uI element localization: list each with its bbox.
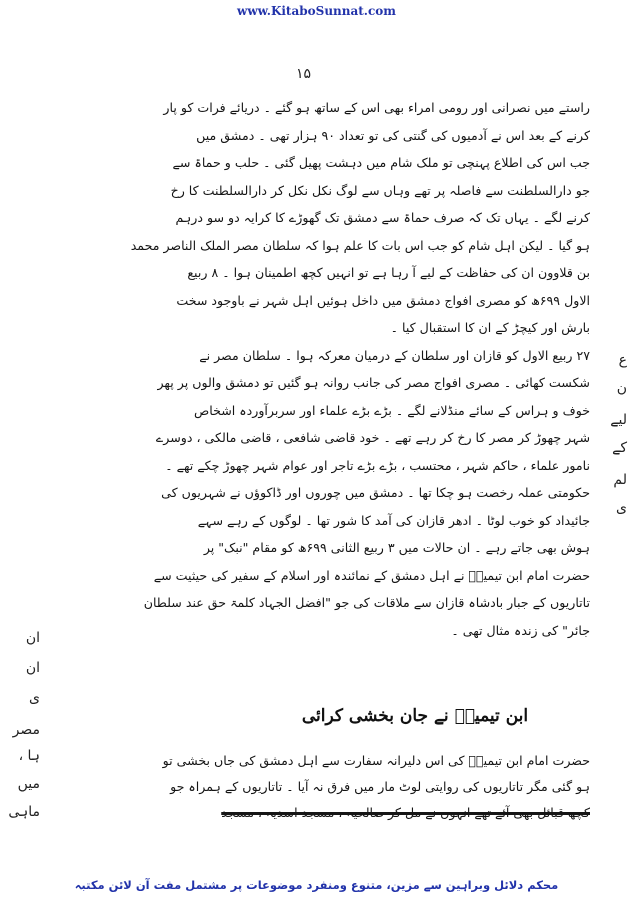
text-line: بارش اور کیچڑ کے ان کا استقبال کیا ۔: [390, 320, 590, 335]
margin-fragment: ی: [29, 690, 40, 706]
text-line: جائر" کی زندہ مثال تھی ۔: [451, 622, 590, 638]
footer-tagline: محکم دلائل وبراہین سے مزین، متنوع ومنفرد موضوعات پر مشتمل مفت آن لائن مکتبہ: [74, 878, 559, 892]
margin-fragment: لیے: [610, 412, 627, 428]
margin-fragment: ان: [25, 660, 40, 676]
text-line: حکومتی عملہ رخصت ہو چکا تھا ۔ دمشق میں چوروں اور ڈاکوؤں نے شہریوں کی: [161, 485, 590, 500]
source-url: www.KitaboSunnat.com: [236, 4, 396, 18]
text-line-struck: کچھ قبائل بھی آئے تھے انہوں نے مل کر صالحیہ ، مسجد اسدیہ ، مسجد: [221, 805, 590, 820]
text-line: راستے میں نصرانی اور رومی امراء بھی اس کے ساتھ ہو گئے ۔ دریائے فرات کو پار: [163, 100, 590, 115]
text-line: جب اس کی اطلاع پہنچی تو ملک شام میں دہشت پھیل گئی ۔ حلب و حماۃ سے: [172, 155, 590, 170]
left-margin-fragments: [6, 0, 46, 900]
text-line: الاول ۶۹۹ھ کو مصری افواج دمشق میں داخل ہوئیں اہل شہر نے باوجود سخت: [176, 292, 590, 308]
text-line: بن قلاوون ان کی حفاظت کے لیے آ رہا ہے تو انہیں کچھ اطمینان ہوا ۔ ۸ ربیع: [187, 265, 590, 280]
text-line: حضرت امام ابن تیمیہؒ نے اہل دمشق کے نمائندہ اور اسلام کے سفیر کی حیثیت سے: [153, 567, 590, 583]
text-line: شکست کھائی ۔ مصری افواج مصر کی جانب روانہ ہو گئیں تو دمشق والوں پر پھر: [157, 375, 590, 390]
text-line: کرنے لگے ۔ یہاں تک کہ صرف حماۃ سے دمشق تک گھوڑے کا کرایہ دو سو درہم: [175, 210, 590, 225]
text-line: تاتاریوں کے جبار بادشاہ قازان سے ملاقات کی جو "افضل الجہاد کلمۃ حق عند سلطان: [143, 595, 590, 610]
section-heading: ابن تیمیہؒ نے جان بخشی کرائی: [301, 706, 529, 726]
text-line: کرنے کے بعد اس نے آدمیوں کی گنتی کی تو تعداد ۹۰ ہزار تھی ۔ دمشق میں: [196, 127, 590, 143]
margin-fragment: ان: [25, 630, 40, 646]
text-line: نامور علماء ، حاکم شہر ، محتسب ، بڑے بڑے تاجر اور عوام شہر چھوڑ چکے تھے ۔: [165, 457, 590, 473]
text-line: ہو گیا ۔ لیکن اہل شام کو جب اس بات کا علم ہوا کہ سلطان مصر الملک الناصر محمد: [130, 237, 590, 253]
text-line: ۲۷ ربیع الاول کو قازان اور سلطان کے درمیان معرکہ ہوا ۔ سلطان مصر نے: [199, 347, 590, 363]
text-line: خوف و ہراس کے سائے منڈلانے لگے ۔ بڑے بڑے علماء اور سربرآوردہ اشخاص: [194, 402, 590, 418]
margin-fragment: میں: [17, 776, 40, 792]
margin-fragment: ہا ،: [18, 748, 40, 764]
right-margin-fragments: [603, 0, 633, 900]
text-line: حضرت امام ابن تیمیہؒ کی اس دلیرانہ سفارت سے اہل دمشق کی جاں بخشی تو: [162, 753, 590, 768]
margin-fragment: ی: [616, 500, 627, 516]
margin-fragment: لم: [613, 472, 627, 488]
margin-fragment: مصر: [12, 722, 40, 738]
text-line: ہو گئی مگر تاتاریوں کی روایتی لوٹ مار میں فرق نہ آیا ۔ تاتاریوں کے ہمراہ جو: [170, 779, 590, 794]
body-text-section: [70, 748, 590, 826]
text-line: ہوش بھی جاتے رہے ۔ ان حالات میں ۳ ربیع الثانی ۶۹۹ھ کو مقام "نبک" پر: [203, 540, 590, 555]
text-line: جائیداد کو خوب لوٹا ۔ ادھر قازان کی آمد کا شور تھا ۔ لوگوں کے رہے سہے: [197, 512, 590, 528]
text-line: شہر چھوڑ کر مصر کا رخ کر رہے تھے ۔ خود قاضی شافعی ، قاضی مالکی ، دوسرے: [155, 430, 590, 445]
margin-fragment: ماہی: [8, 804, 40, 820]
body-text-main: [70, 94, 590, 644]
margin-fragment: ع: [618, 352, 627, 368]
margin-fragment: ن: [616, 380, 627, 396]
page-number: ۱۵: [296, 66, 312, 82]
text-line: جو دارالسلطنت سے فاصلہ پر تھے وہاں سے لوگ نکل نکل کر دارالسلطنت کا رخ: [170, 182, 590, 198]
margin-fragment: کے: [612, 440, 627, 456]
